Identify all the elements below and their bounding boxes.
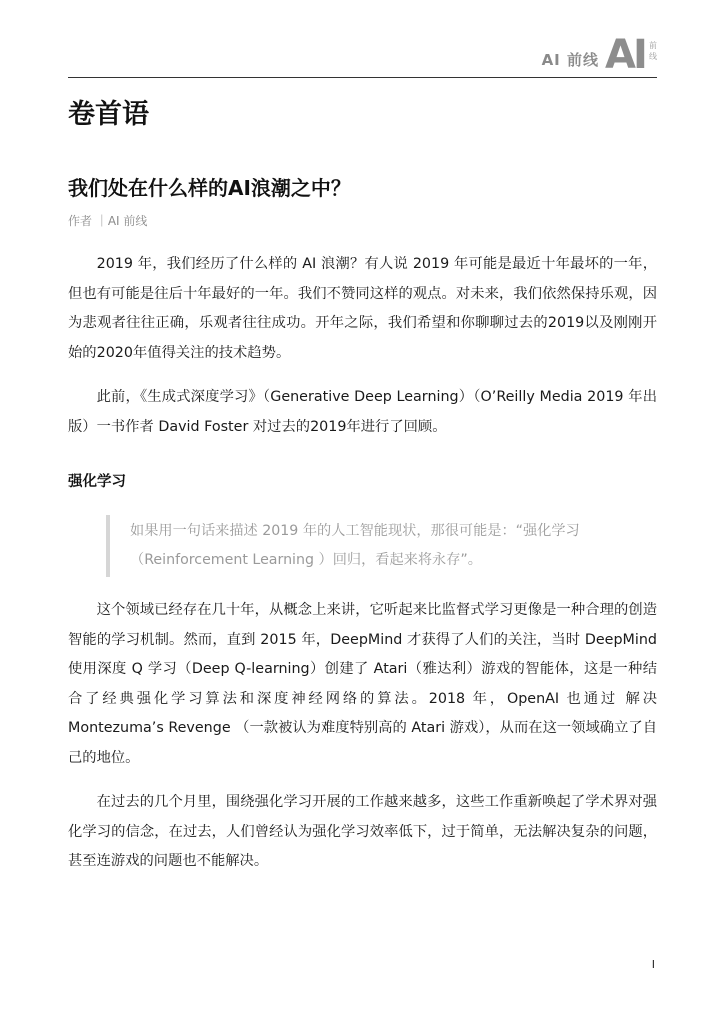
paragraph: 这个领域已经存在几十年，从概念上来讲，它听起来比监督式学习更像是一种合理的创造智能的学习机制。然而，直到 2015 年，DeepMind 才获得了人们的关注，当时 DeepMind 使用深度 Q 学习（Deep Q-learning）创建了 Atari（雅达利）游戏的智能体，这是一种结合了经典强化学习算法和深度神经网络的算法。2018 年，OpenAI 也通过 解决 Montezuma’s Revenge （一款被认为难度特别高的 Atari 游戏），从而在这一领域确立了自己的地位。 <box>68 602 657 766</box>
ai-logo-mark <box>605 34 657 76</box>
page-header <box>68 28 657 76</box>
logo-side-text: 前线 <box>649 41 657 61</box>
logo-letters: AI <box>605 32 645 78</box>
blockquote: 如果用一句话来描述 2019 年的人工智能现状，那很可能是：“强化学习（Reinforcement Learning ）回归，看起来将永存”。 <box>106 515 627 577</box>
section-heading: 强化学习 <box>68 474 126 490</box>
byline: 作者 ｜AI 前线 <box>68 214 148 228</box>
article-title: 我们处在什么样的AI浪潮之中？ <box>68 176 351 200</box>
header-divider <box>68 77 657 78</box>
paragraph: 此前，《生成式深度学习》（Generative Deep Learning）（O’Reilly Media 2019 年出版）一书作者 David Foster 对过去的2019年进行了回顾。 <box>68 389 657 435</box>
chapter-title: 卷首语 <box>68 99 149 130</box>
article-body <box>68 250 657 892</box>
page-number: I <box>651 958 655 971</box>
paragraph: 在过去的几个月里，围绕强化学习开展的工作越来越多，这些工作重新唤起了学术界对强化学习的信念，在过去，人们曾经认为强化学习效率低下，过于简单，无法解决复杂的问题，甚至连游戏的问题也不能解决。 <box>68 794 657 869</box>
brand-name: AI 前线 <box>541 51 599 69</box>
paragraph: 2019 年，我们经历了什么样的 AI 浪潮？有人说 2019 年可能是最近十年最坏的一年，但也有可能是往后十年最好的一年。我们不赞同这样的观点。对未来，我们依然保持乐观，因为悲观者往往正确，乐观者往往成功。开年之际，我们希望和你聊聊过去的2019以及刚刚开始的2020年值得关注的技术趋势。 <box>68 256 657 361</box>
brand-logo <box>542 34 657 76</box>
